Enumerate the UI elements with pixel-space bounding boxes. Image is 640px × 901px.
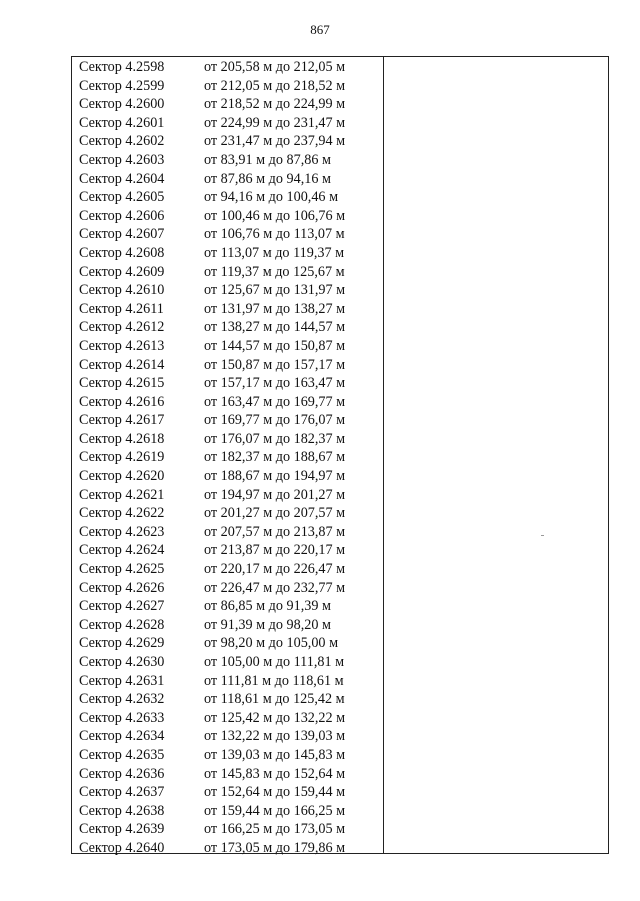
sector-name-cell: Сектор 4.2640: [79, 839, 165, 856]
sector-name-cell: Сектор 4.2631: [79, 672, 165, 689]
table-row: [72, 783, 383, 802]
sector-name-cell: Сектор 4.2601: [79, 114, 165, 131]
table-row: [72, 114, 383, 133]
distance-range-cell: от 188,67 м до 194,97 м: [204, 468, 346, 485]
sector-name-cell: Сектор 4.2603: [79, 151, 165, 168]
sector-name-cell: Сектор 4.2624: [79, 542, 165, 559]
distance-range-cell: от 94,16 м до 100,46 м: [204, 189, 339, 206]
table-row: [72, 560, 383, 579]
distance-range-cell: от 106,76 м до 113,07 м: [204, 226, 345, 243]
sector-name-cell: Сектор 4.2598: [79, 59, 165, 75]
sector-name-cell: Сектор 4.2630: [79, 654, 165, 670]
table-row: [72, 263, 383, 282]
distance-range-cell: от 100,46 м до 106,76 м: [204, 207, 346, 224]
table-row: [72, 374, 383, 393]
table-row: [72, 207, 383, 226]
sector-name-cell: Сектор 4.2606: [79, 207, 165, 224]
table-row: [72, 579, 383, 598]
sector-name-cell: Сектор 4.2608: [79, 244, 165, 261]
distance-range-cell: от 111,81 м до 118,61 м: [204, 672, 344, 689]
distance-range-cell: от 194,97 м до 201,27 м: [204, 486, 346, 503]
table-row: [72, 151, 383, 170]
sector-name-cell: Сектор 4.2628: [79, 616, 165, 633]
sector-name-cell: Сектор 4.2625: [79, 561, 165, 578]
sector-name-cell: Сектор 4.2620: [79, 468, 165, 485]
table-row: [72, 839, 383, 858]
table-row: [72, 58, 383, 77]
sector-name-cell: Сектор 4.2615: [79, 375, 165, 392]
sector-name-cell: Сектор 4.2607: [79, 226, 165, 243]
sector-name-cell: Сектор 4.2635: [79, 746, 165, 763]
sector-name-cell: Сектор 4.2618: [79, 430, 165, 447]
table-row: [72, 597, 383, 616]
distance-range-cell: от 145,83 м до 152,64 м: [204, 765, 346, 782]
table-row: [72, 411, 383, 430]
sector-table: [71, 56, 609, 854]
table-row: [72, 356, 383, 375]
sector-name-cell: Сектор 4.2629: [79, 635, 165, 652]
table-row: [72, 820, 383, 839]
distance-range-cell: от 125,67 м до 131,97 м: [204, 282, 346, 299]
distance-range-cell: от 169,77 м до 176,07 м: [204, 412, 346, 429]
distance-range-cell: от 226,47 м до 232,77 м: [204, 579, 346, 596]
distance-range-cell: от 207,57 м до 213,87 м: [204, 523, 346, 540]
distance-range-cell: от 212,05 м до 218,52 м: [204, 77, 346, 94]
sector-name-cell: Сектор 4.2609: [79, 263, 165, 280]
sector-name-cell: Сектор 4.2636: [79, 765, 165, 782]
table-row: [72, 95, 383, 114]
sector-name-cell: Сектор 4.2617: [79, 412, 165, 429]
distance-range-cell: от 86,85 м до 91,39 м: [204, 598, 331, 615]
sector-name-cell: Сектор 4.2626: [79, 579, 165, 596]
distance-range-cell: от 218,52 м до 224,99 м: [204, 96, 346, 113]
table-row: [72, 634, 383, 653]
sector-name-cell: Сектор 4.2623: [79, 523, 165, 540]
sector-name-cell: Сектор 4.2616: [79, 393, 165, 410]
sector-name-cell: Сектор 4.2622: [79, 505, 165, 522]
table-row: [72, 504, 383, 523]
distance-range-cell: от 213,87 м до 220,17 м: [204, 542, 346, 559]
scan-speck: [541, 535, 544, 536]
sector-name-cell: Сектор 4.2619: [79, 449, 165, 466]
distance-range-cell: от 119,37 м до 125,67 м: [204, 263, 345, 280]
sector-name-cell: Сектор 4.2604: [79, 170, 165, 187]
distance-range-cell: от 152,64 м до 159,44 м: [204, 784, 346, 801]
distance-range-cell: от 144,57 м до 150,87 м: [204, 337, 346, 354]
table-row: [72, 188, 383, 207]
sector-name-cell: Сектор 4.2621: [79, 486, 165, 503]
table-row: [72, 244, 383, 263]
sector-name-cell: Сектор 4.2634: [79, 728, 165, 745]
table-row: [72, 690, 383, 709]
distance-range-cell: от 98,20 м до 105,00 м: [204, 635, 339, 652]
distance-range-cell: от 173,05 м до 179,86 м: [204, 839, 346, 856]
distance-range-cell: от 87,86 м до 94,16 м: [204, 170, 331, 187]
distance-range-cell: от 91,39 м до 98,20 м: [204, 616, 331, 633]
sector-name-cell: Сектор 4.2638: [79, 802, 165, 819]
distance-range-cell: от 125,42 м до 132,22 м: [204, 709, 346, 726]
distance-range-cell: от 131,97 м до 138,27 м: [204, 300, 346, 317]
table-row: [72, 132, 383, 151]
sector-name-cell: Сектор 4.2632: [79, 691, 165, 708]
distance-range-cell: от 132,22 м до 139,03 м: [204, 728, 346, 745]
distance-range-cell: от 201,27 м до 207,57 м: [204, 505, 346, 522]
table-row: [72, 300, 383, 319]
page-number: 867: [310, 22, 330, 37]
sector-name-cell: Сектор 4.2612: [79, 319, 165, 336]
table-row: [72, 77, 383, 96]
table-row: [72, 486, 383, 505]
table-row: [72, 727, 383, 746]
table-row: [72, 765, 383, 784]
sector-name-cell: Сектор 4.2613: [79, 337, 165, 354]
distance-range-cell: от 166,25 м до 173,05 м: [204, 821, 346, 838]
table-row: [72, 430, 383, 449]
table-row: [72, 467, 383, 486]
sector-name-cell: Сектор 4.2602: [79, 133, 165, 150]
table-row: [72, 318, 383, 337]
table-row: [72, 523, 383, 542]
table-row: [72, 225, 383, 244]
sector-name-cell: Сектор 4.2600: [79, 96, 165, 113]
table-row: [72, 709, 383, 728]
table-row: [72, 170, 383, 189]
table-row: [72, 448, 383, 467]
distance-range-cell: от 220,17 м до 226,47 м: [204, 561, 346, 578]
table-row: [72, 672, 383, 691]
distance-range-cell: от 83,91 м до 87,86 м: [204, 151, 331, 168]
table-row: [72, 281, 383, 300]
distance-range-cell: от 105,00 м до 111,81 м: [204, 654, 345, 670]
table-row: [72, 616, 383, 635]
distance-range-cell: от 182,37 м до 188,67 м: [204, 449, 346, 466]
distance-range-cell: от 138,27 м до 144,57 м: [204, 319, 346, 336]
distance-range-cell: от 139,03 м до 145,83 м: [204, 746, 346, 763]
distance-range-cell: от 176,07 м до 182,37 м: [204, 430, 346, 447]
distance-range-cell: от 150,87 м до 157,17 м: [204, 356, 346, 373]
table-row: [72, 746, 383, 765]
column-divider: [383, 57, 384, 853]
sector-name-cell: Сектор 4.2637: [79, 784, 165, 801]
distance-range-cell: от 113,07 м до 119,37 м: [204, 244, 345, 261]
sector-name-cell: Сектор 4.2605: [79, 189, 165, 206]
distance-range-cell: от 231,47 м до 237,94 м: [204, 133, 346, 150]
distance-range-cell: от 205,58 м до 212,05 м: [204, 59, 346, 75]
sector-name-cell: Сектор 4.2614: [79, 356, 165, 373]
table-row: [72, 337, 383, 356]
table-row: [72, 541, 383, 560]
distance-range-cell: от 163,47 м до 169,77 м: [204, 393, 346, 410]
distance-range-cell: от 224,99 м до 231,47 м: [204, 114, 346, 131]
distance-range-cell: от 159,44 м до 166,25 м: [204, 802, 346, 819]
distance-range-cell: от 157,17 м до 163,47 м: [204, 375, 346, 392]
table-row: [72, 393, 383, 412]
sector-name-cell: Сектор 4.2627: [79, 598, 165, 615]
table-row: [72, 653, 383, 672]
sector-name-cell: Сектор 4.2639: [79, 821, 165, 838]
distance-range-cell: от 118,61 м до 125,42 м: [204, 691, 345, 708]
table-row: [72, 802, 383, 821]
sector-name-cell: Сектор 4.2610: [79, 282, 165, 299]
sector-name-cell: Сектор 4.2633: [79, 709, 165, 726]
sector-name-cell: Сектор 4.2611: [79, 300, 164, 317]
table-rows: [72, 58, 383, 858]
sector-name-cell: Сектор 4.2599: [79, 77, 165, 94]
